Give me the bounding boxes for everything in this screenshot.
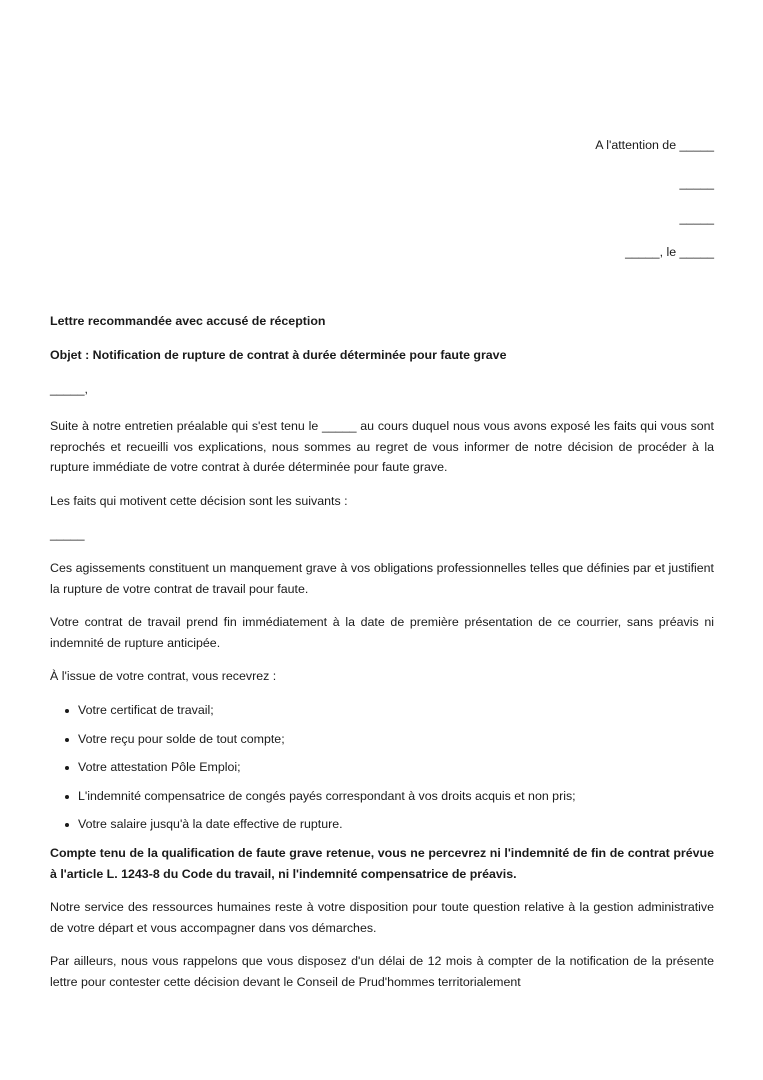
paragraph-documents-intro: À l'issue de votre contrat, vous recevrez : [50,669,277,684]
recipient-name-blank: _____ [679,176,714,190]
letter-page [50,0,714,1080]
paragraph-misconduct: Ces agissements constituent un manquement grave à vos obligations professionnelles telles que définies par et justifient la rupture de votre contrat de travail pour faute. [50,560,714,596]
list-item: Votre reçu pour solde de tout compte; [78,729,714,750]
list-item: Votre attestation Pôle Emploi; [78,757,714,778]
list-item: Votre certificat de travail; [78,700,714,721]
letter-subject: Objet : Notification de rupture de contrat à durée déterminée pour faute grave [50,348,507,362]
paragraph-no-indemnity: Compte tenu de la qualification de faute grave retenue, vous ne percevrez ni l'indemnité de fin de contrat prévue à l'article L. 1243-8 du Code du travail, ni l'indemnité compensatrice de préavis. [50,845,714,881]
list-item: Votre salaire jusqu'à la date effective de rupture. [78,814,714,835]
recipient-attention: A l'attention de _____ [595,138,714,152]
documents-list [50,700,714,835]
paragraph-interview: Suite à notre entretien préalable qui s'est tenu le _____ au cours duquel nous vous avons exposé les faits qui vous sont reprochés et recueilli vos explications, nous sommes au regret de vous informer de notre décision de procéder à la rupture immédiate de votre contrat à durée déterminée pour faute grave. [50,419,714,475]
facts-blank: _____ [50,527,85,542]
recipient-address-blank: _____ [679,211,714,225]
paragraph-facts-intro: Les faits qui motivent cette décision sont les suivants : [50,493,348,508]
paragraph-hr-service: Notre service des ressources humaines reste à votre disposition pour toute question relative à la gestion administrative de votre départ et vous accompagner dans vos démarches. [50,900,714,935]
letter-body [50,416,714,1005]
paragraph-contest-deadline: Par ailleurs, nous vous rappelons que vous disposez d'un délai de 12 mois à compter de la notification de la présente lettre pour contester cette décision devant le Conseil de Prud'hommes territorialement [50,954,714,989]
paragraph-contract-end: Votre contrat de travail prend fin immédiatement à la date de première présentation de ce courrier, sans préavis ni indemnité de rupture anticipée. [50,615,714,650]
list-item: L'indemnité compensatrice de congés payés correspondant à vos droits acquis et non pris; [78,786,714,807]
salutation: _____, [50,382,88,396]
place-and-date: _____, le _____ [625,245,714,259]
registered-mail-mention: Lettre recommandée avec accusé de réception [50,314,326,328]
